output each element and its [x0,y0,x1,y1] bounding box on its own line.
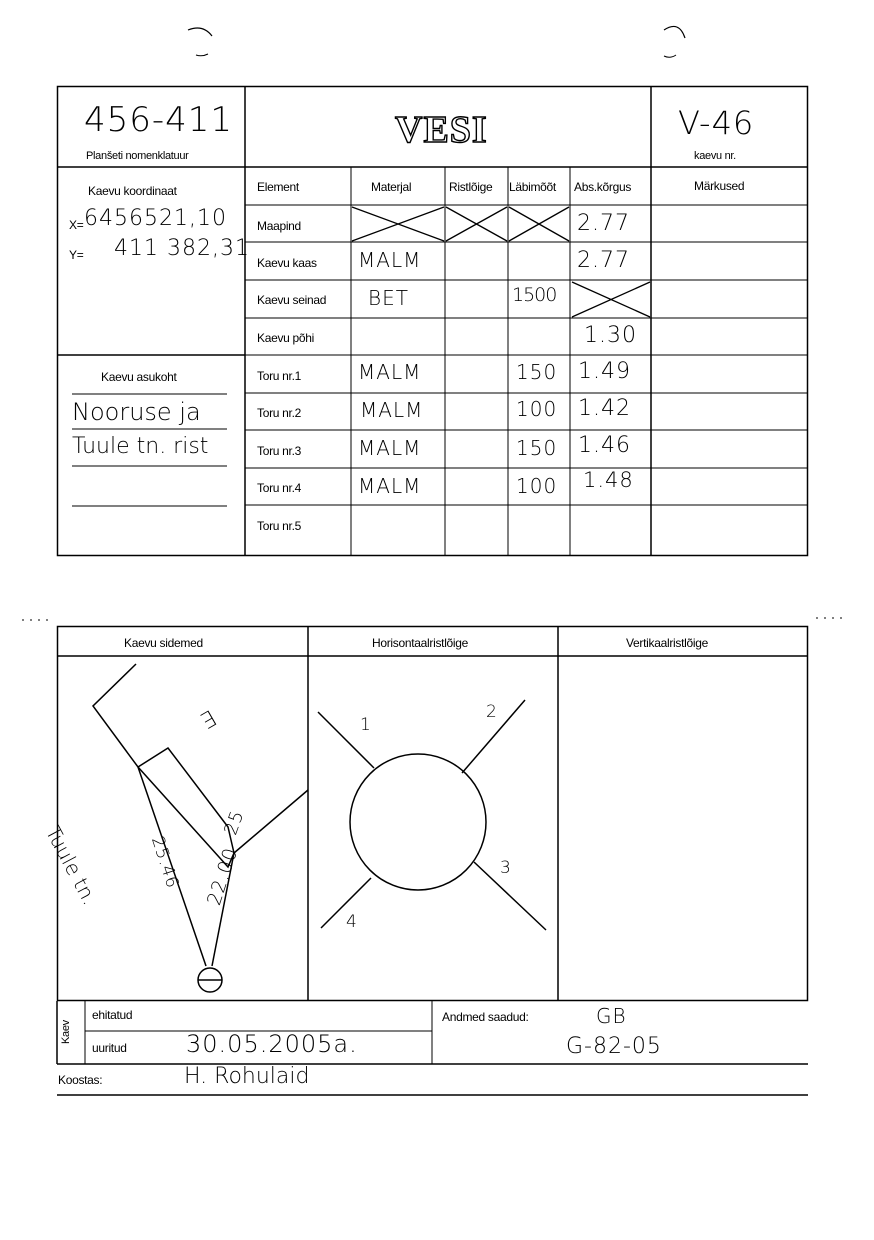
location-line-2: Tuule tn. rist [72,434,209,459]
row-element: Kaevu põhi [257,331,315,345]
y-prefix: Y= [69,248,84,262]
row-abs-height: 1.46 [578,433,631,458]
data-received-label: Andmed saadud: [442,1010,529,1024]
location-label: Kaevu asukoht [101,370,177,384]
y-coordinate: 411 382,31 [114,236,250,261]
row-element: Maapind [257,219,301,233]
surveyed-value: 30.05.2005a. [186,1030,358,1058]
row-material: BET [368,286,409,310]
row-abs-height: 1.30 [584,323,637,348]
location-line-1: Nooruse ja [72,398,201,426]
row-element: Toru nr.3 [257,444,301,458]
compiled-label: Koostas: [58,1073,103,1087]
row-material: MALM [358,248,422,272]
well-number-value: V-46 [678,104,755,142]
row-abs-height: 1.48 [583,468,634,492]
street-label: Tuule tn. [40,822,103,909]
horizontal-section-sketch [318,700,546,930]
row-abs-height: 1.42 [578,396,631,421]
row-element: Toru nr.1 [257,369,301,383]
row-material: MALM [358,474,422,498]
surveyed-label: uuritud [92,1041,127,1055]
well-number-label: kaevu nr. [694,150,736,162]
header-remarks: Märkused [694,179,745,193]
header-cross-section: Ristlõige [449,180,493,194]
dimension-3: 22.00 [203,844,243,908]
built-label: ehitatud [92,1008,133,1022]
row-material: MALM [360,398,424,422]
coords-label: Kaevu koordinaat [88,184,177,198]
row-material: MALM [358,360,422,384]
card-title: VESI [395,109,488,151]
row-element: Toru nr.2 [257,406,301,420]
pipe-label-1: 1 [360,715,372,735]
nomenclature-value: 456-411 [84,100,234,140]
data-received-value-1: GB [596,1004,627,1028]
building-label: E [194,703,221,734]
row-diameter: 150 [516,436,558,460]
row-element: Kaevu seinad [257,293,327,307]
dimension-1: 25 [220,807,249,838]
dimension-2: 25.46 [146,834,183,892]
row-material: MALM [358,436,422,460]
header-material: Materjal [371,180,412,194]
compiled-value: H. Rohulaid [184,1064,310,1089]
kaev-label: Kaev [60,1020,72,1044]
row-diameter: 150 [516,360,558,384]
header-diameter: Läbimõõt [509,180,556,194]
row-diameter: 100 [516,474,558,498]
row-abs-height: 1.49 [578,359,631,384]
row-diameter: 1500 [512,284,557,306]
pipe-label-4: 4 [346,912,358,932]
row-element: Kaevu kaas [257,256,317,270]
row-element: Toru nr.5 [257,519,301,533]
nomenclature-label: Planšeti nomenklatuur [86,150,189,162]
data-received-value-2: G-82-05 [566,1034,662,1059]
row-element: Toru nr.4 [257,481,301,495]
header-connections: Kaevu sidemed [124,636,203,650]
x-coordinate: 6456521,10 [84,206,227,231]
header-element: Element [257,180,299,194]
header-vertical-section: Vertikaalristlõige [626,636,708,650]
pipe-label-3: 3 [500,858,512,878]
header-abs-height: Abs.kõrgus [574,180,632,194]
row-abs-height: 2.77 [577,211,630,236]
x-prefix: X= [69,218,84,232]
header-horizontal-section: Horisontaalristlõige [372,636,469,650]
row-abs-height: 2.77 [577,248,630,273]
pipe-label-2: 2 [486,702,498,722]
row-diameter: 100 [516,397,558,421]
